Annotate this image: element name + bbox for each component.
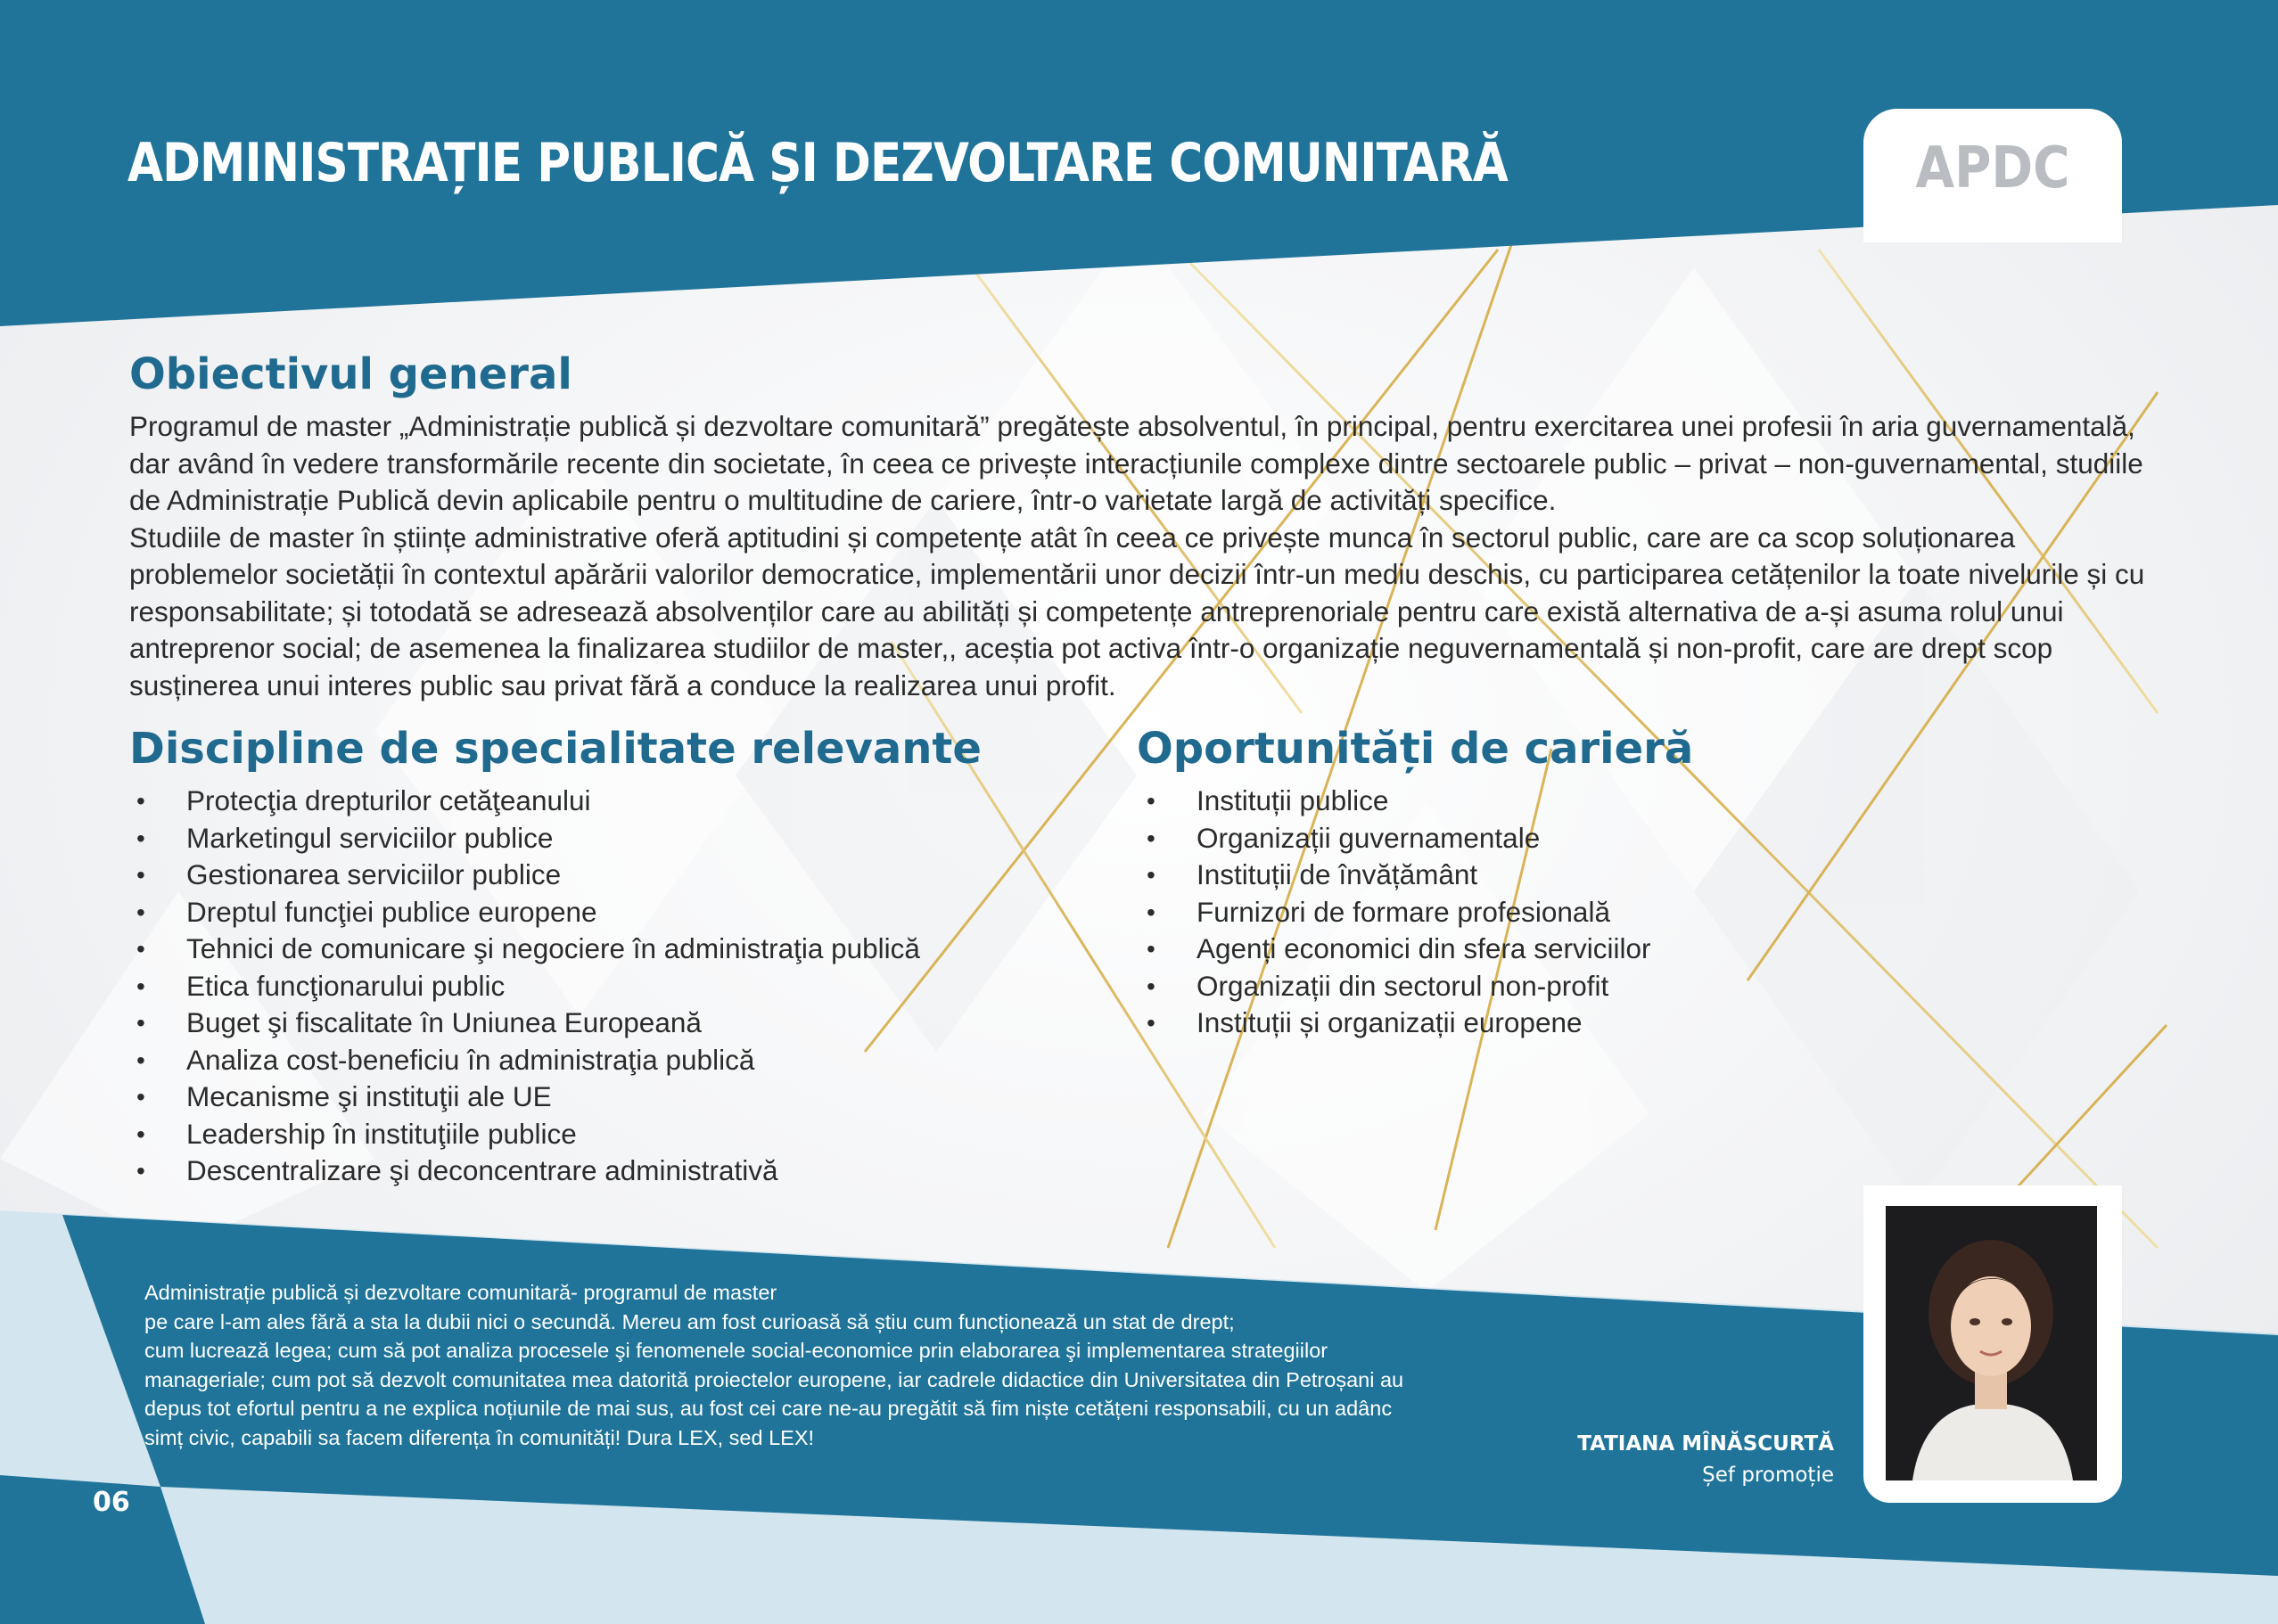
testimonial-line: depus tot efortul pentru a ne explica noțiunile de mai sus, au fost cei care ne-au pregătit să fim niște cetățeni responsabili, cu un adânc xyxy=(144,1397,1393,1420)
list-item: • Descentralizare şi deconcentrare administrativă xyxy=(129,1152,920,1190)
program-code-tab xyxy=(1863,109,2122,242)
list-item: • Agenți economici din sfera serviciilor xyxy=(1139,931,1650,968)
objective-paragraph: Programul de master „Administrație publică și dezvoltare comunitară” pregătește absolventul, în principal, pentru exercitarea unei profesii în aria guvernamentală, dar având în vedere transformările recente din societate, în ceea ce privește interacțiunile complexe dintre sectoarele public – privat – non-guvernamental, studiile de Administrație Publică devin aplicabile pentru o multitudine de cariere, într-o varietate largă de activități specifice. xyxy=(129,410,2143,516)
list-item: • Tehnici de comunicare şi negociere în administraţia publică xyxy=(129,931,920,968)
testimonial-line: manageriale; cum pot să dezvolt comunitatea mea datorită proiectelor europene, iar cadrele didactice din Universitatea din Petroșani au xyxy=(144,1367,1404,1391)
testimonial-line: simț civic, capabili sa facem diferența în comunități! Dura LEX, sed LEX! xyxy=(144,1425,815,1449)
page-title: ADMINISTRAȚIE PUBLICĂ ȘI DEZVOLTARE COMUNITARĂ xyxy=(127,132,1508,194)
page-number: 06 xyxy=(93,1487,130,1518)
list-item: • Buget şi fiscalitate în Uniunea Europeană xyxy=(129,1005,920,1042)
list-item: • Organizații guvernamentale xyxy=(1139,820,1650,857)
testimonial-role: Șef promoție xyxy=(1702,1464,1834,1487)
list-item: • Protecţia drepturilor cetăţeanului xyxy=(129,783,920,820)
objective-body xyxy=(129,408,2171,704)
careers-list xyxy=(1139,783,1650,1042)
program-code: APDC xyxy=(1915,135,2070,201)
list-item: • Etica funcţionarului public xyxy=(129,968,920,1005)
portrait-photo xyxy=(1886,1206,2097,1480)
list-item: • Furnizori de formare profesională xyxy=(1139,894,1650,931)
list-item: • Leadership în instituţiile publice xyxy=(129,1116,920,1153)
list-item: • Instituții publice xyxy=(1139,783,1650,820)
list-item: • Organizații din sectorul non-profit xyxy=(1139,968,1650,1005)
list-item: • Instituții de învățământ xyxy=(1139,857,1650,894)
list-item: • Marketingul serviciilor publice xyxy=(129,820,920,857)
testimonial-name: TATIANA MÎNĂSCURTĂ xyxy=(1577,1432,1834,1456)
disciplines-list xyxy=(129,783,920,1190)
testimonial-line: pe care l-am ales fără a sta la dubii nici o secundă. Mereu am fost curioasă să știu cum funcționează un stat de drept; xyxy=(144,1309,1235,1333)
list-item: • Instituții și organizații europene xyxy=(1139,1005,1650,1042)
testimonial-line: Administrație publică și dezvoltare comunitară- programul de master xyxy=(144,1281,777,1304)
portrait-illustration xyxy=(1886,1206,2097,1480)
testimonial-text xyxy=(144,1278,1535,1452)
list-item: • Gestionarea serviciilor publice xyxy=(129,857,920,894)
testimonial-line: cum lucrează legea; cum să pot analiza procesele şi fenomenele social-economice prin elaborarea şi implementarea strategiilor xyxy=(144,1339,1328,1362)
list-item: • Mecanisme şi instituţii ale UE xyxy=(129,1079,920,1116)
objective-paragraph: Studiile de master în științe administrative oferă aptitudini și competențe atât în ceea ce privește munca în sectorul public, care are ca scop soluționarea problemelor societății în contextul apărării valorilor democratice, implementării unor decizii într-un mediu deschis, cu participarea cetățenilor la toate nivelurile și cu responsabilitate; și totodată se adresează absolvenților care au abilități și competențe antreprenoriale pentru care există alternativa de a-și asuma rolul unui antreprenor social; de asemenea la finalizarea studiilor de master,, aceștia pot activa într-o organizație neguvernamentală și non-profit, care are drept scop susținerea unui interes public sau privat fără a conduce la realizarea unui profit. xyxy=(129,521,2145,701)
objective-heading: Obiectivul general xyxy=(129,349,572,399)
careers-heading: Oportunități de carieră xyxy=(1137,724,1694,774)
list-item: • Dreptul funcţiei publice europene xyxy=(129,894,920,931)
list-item: • Analiza cost-beneficiu în administraţia publică xyxy=(129,1042,920,1079)
disciplines-heading: Discipline de specialitate relevante xyxy=(129,724,982,774)
